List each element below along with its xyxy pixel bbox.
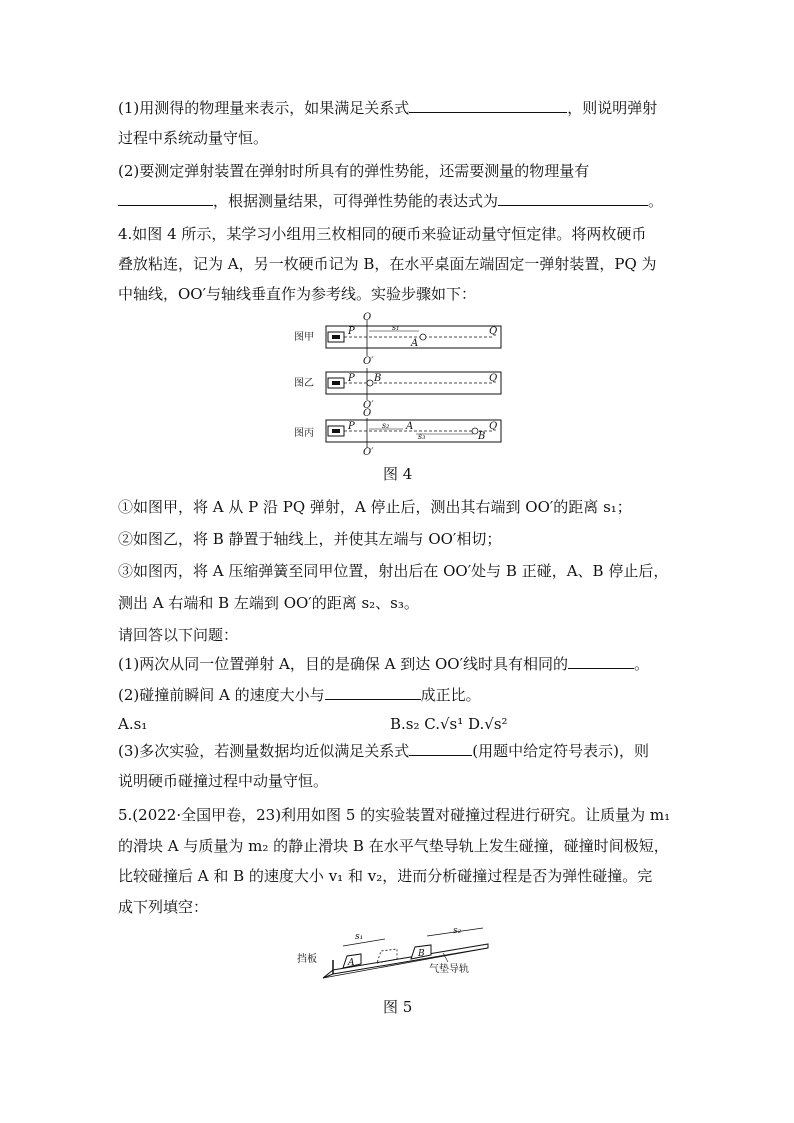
s1-label: s₁ xyxy=(355,932,364,942)
row3-s2: s₂ xyxy=(382,421,390,430)
row2-O2: O′ xyxy=(363,400,374,411)
slider-A-label: A xyxy=(348,958,355,968)
q3-sub2-mid: ，根据测量结果，可得弹性势能的表达式为 xyxy=(213,192,499,210)
q3-sub2-line2 xyxy=(118,191,663,211)
row3-Q: Q xyxy=(489,421,498,432)
baffle-label: 挡板 xyxy=(297,954,317,965)
q3-sub2-line1: (2)要测定弹射装置在弹射时所具有的弹性势能，还需要测量的物理量有 xyxy=(118,162,590,180)
slider-B-label: B xyxy=(418,949,425,959)
coin-A xyxy=(420,334,426,340)
row2-Q: Q xyxy=(489,373,498,384)
answer-blank[interactable] xyxy=(409,98,567,113)
answer-blank[interactable] xyxy=(498,191,648,206)
row3-A: A xyxy=(406,421,414,432)
figure-4-diagram xyxy=(288,312,508,456)
figure-4-caption: 图 4 xyxy=(383,465,413,483)
row1-Q: Q xyxy=(489,326,498,337)
row2-B: B xyxy=(374,373,382,384)
q4-sub2 xyxy=(118,685,481,705)
row1-label: 图甲 xyxy=(294,332,314,343)
q4-line2: 叠放粘连，记为 A，另一枚硬币记为 B，在水平桌面左端固定一弹射装置，PQ 为 xyxy=(118,255,657,273)
row1-A: A xyxy=(411,338,419,349)
q3-sub1-suffix: ，则说明弹射 xyxy=(567,99,658,117)
q4-sub3-prefix: (3)多次实验，若测量数据均近似满足关系式 xyxy=(118,742,410,760)
row1-O: O xyxy=(363,312,372,323)
q3-sub1-line1 xyxy=(118,98,657,118)
answer-blank[interactable] xyxy=(118,191,213,206)
q4-step3-line1: ③如图丙，将 A 压缩弹簧至同甲位置，射出后在 OO′处与 B 正碰，A、B 停止后， xyxy=(118,562,669,580)
row3-B: B xyxy=(478,431,486,442)
q4-step1: ①如图甲，将 A 从 P 沿 PQ 弹射，A 停止后，测出其右端到 OO′的距离 s₁； xyxy=(118,498,632,516)
row1-s1: s₁ xyxy=(392,323,400,332)
q5-line1: 5.(2022·全国甲卷，23)利用如图 5 的实验装置对碰撞过程进行研究。让质量为 m₁ xyxy=(118,806,671,824)
q4-option-A: A.s₁ xyxy=(118,715,148,733)
q4-step2: ②如图乙，将 B 静置于轴线上，并使其左端与 OO′相切； xyxy=(118,530,502,548)
q4-ask: 请回答以下问题： xyxy=(118,626,239,644)
q5-line3: 比较碰撞后 A 和 B 的速度大小 v₁ 和 v₂，进而分析碰撞过程是否为弹性碰撞。完 xyxy=(118,867,653,885)
q4-sub3-suffix: (用题中给定符号表示)，则 xyxy=(472,742,649,760)
q3-sub1-prefix: (1)用测得的物理量来表示，如果满足关系式 xyxy=(118,99,410,117)
q4-sub2-suffix: 成正比。 xyxy=(420,686,481,704)
q4-sub1-prefix: (1)两次从同一位置弹射 A，目的是确保 A 到达 OO′线时具有相同的 xyxy=(118,655,568,673)
answer-blank[interactable] xyxy=(325,685,421,700)
s2-label: s₂ xyxy=(453,926,462,936)
row3-O2: O′ xyxy=(363,447,374,456)
q3-sub2-end: 。 xyxy=(648,192,664,210)
row3-label: 图丙 xyxy=(294,428,314,439)
figure-5-caption: 图 5 xyxy=(383,998,413,1016)
answer-blank[interactable] xyxy=(409,741,472,756)
q3-sub1-line2: 过程中系统动量守恒。 xyxy=(118,129,269,147)
row3-s3: s₃ xyxy=(418,432,426,441)
q4-line3: 中轴线，OO′与轴线垂直作为参考线。实验步骤如下： xyxy=(118,285,477,303)
q4-sub3-line1 xyxy=(118,741,649,761)
q4-sub3-line2: 说明硬币碰撞过程中动量守恒。 xyxy=(118,772,329,790)
row1-P: P xyxy=(348,326,355,337)
figure-5-diagram xyxy=(293,926,503,988)
q4-step3-line2: 测出 A 右端和 B 左端到 OO′的距离 s₂、s₃。 xyxy=(118,594,419,612)
row3-P: P xyxy=(348,421,355,432)
q4-line1: 4.如图 4 所示，某学习小组用三枚相同的硬币来验证动量守恒定律。将两枚硬币 xyxy=(118,225,647,243)
q4-sub1-suffix: 。 xyxy=(634,655,650,673)
answer-blank[interactable] xyxy=(568,654,634,669)
q5-line2: 的滑块 A 与质量为 m₂ 的静止滑块 B 在水平气垫导轨上发生碰撞，碰撞时间极短， xyxy=(118,837,669,855)
track-label: 气垫导轨 xyxy=(429,964,469,975)
row3-O: O xyxy=(363,408,372,419)
row2-label: 图乙 xyxy=(294,378,314,389)
q5-line4: 成下列填空： xyxy=(118,898,209,916)
row1-O2: O′ xyxy=(363,356,374,367)
coin-B xyxy=(367,380,373,386)
q4-options-BCD: B.s₂ C.√s¹ D.√s² xyxy=(390,715,508,733)
q4-sub1 xyxy=(118,654,649,674)
q4-sub2-prefix: (2)碰撞前瞬间 A 的速度大小与 xyxy=(118,686,325,704)
row2-P: P xyxy=(348,373,355,384)
